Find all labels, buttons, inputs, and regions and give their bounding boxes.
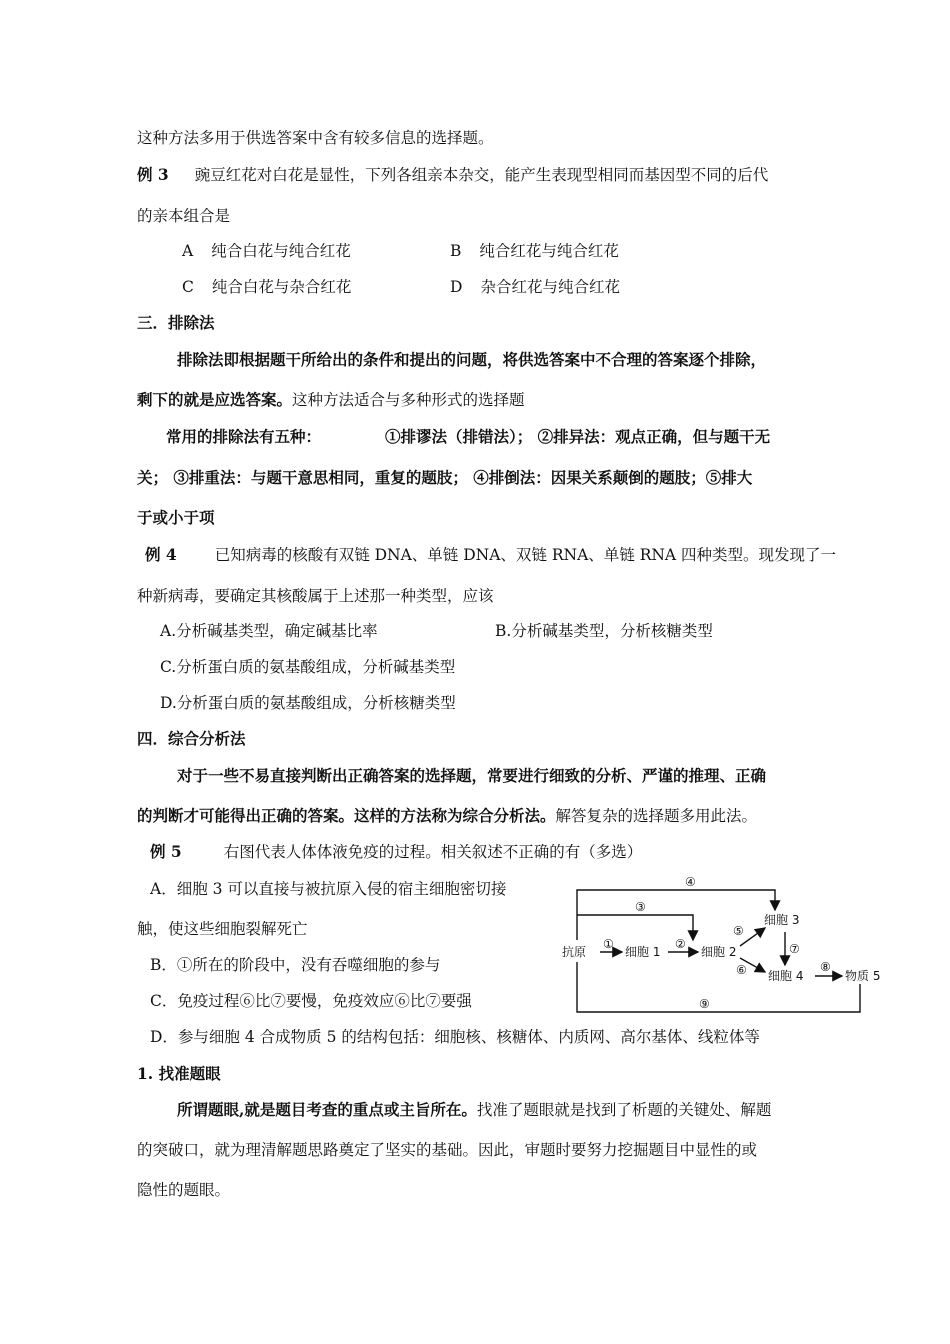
node-cell-1: 细胞 1 — [625, 945, 661, 959]
section-3-methods-1-2: ①排谬法（排错法）； ②排异法：观点正确，但与题干无 — [385, 427, 771, 446]
option-letter: C — [182, 278, 194, 296]
section-4-para2-normal: 解答复杂的选择题多用此法。 — [555, 807, 758, 825]
example-4-stem — [145, 545, 836, 565]
label-1: ① — [603, 937, 614, 951]
section-1-para1-bold: 所谓题眼,就是题目考查的重点或主旨所在。 — [177, 1100, 477, 1119]
section-3-para2-normal: 这种方法适合与多种形式的选择题 — [292, 391, 525, 409]
example-5-stem — [150, 842, 642, 862]
section-4-para1: 对于一些不易直接判断出正确答案的选择题，常要进行细致的分析、严谨的推理、正确 — [177, 766, 767, 785]
label-2: ② — [675, 937, 686, 951]
section-3-methods-end: 于或小于项 — [137, 508, 215, 527]
example-5-option-a-line1: A．细胞 3 可以直接与被抗原入侵的宿主细胞密切接 — [150, 880, 507, 898]
section-1-para3: 隐性的题眼。 — [137, 1181, 231, 1199]
option-text: 杂合红花与纯合红花 — [480, 278, 620, 296]
example-4-option-c: C.分析蛋白质的氨基酸组成，分析碱基类型 — [160, 658, 456, 676]
example-5-option-c: C．免疫过程⑥比⑦要慢，免疫效应⑥比⑦要强 — [150, 992, 472, 1010]
section-1-heading: 1. 找准题眼 — [137, 1064, 221, 1083]
section-1-para1 — [177, 1100, 771, 1120]
option-letter: D — [450, 278, 463, 296]
example-5-option-b: B．①所在的阶段中，没有吞噬细胞的参与 — [150, 956, 441, 974]
example-4-stem-line2: 种新病毒，要确定其核酸属于上述那一种类型，应该 — [137, 587, 494, 605]
section-3-methods-3-5: 关； ③排重法：与题干意思相同，重复的题肢； ④排倒法：因果关系颠倒的题肢；⑤排大 — [137, 468, 753, 487]
section-1-para1-normal: 找准了题眼就是找到了析题的关键处、解题 — [476, 1101, 772, 1119]
example-4-stem-line1: 已知病毒的核酸有双链 DNA、单链 DNA、双链 RNA、单链 RNA 四种类型。现发现了一 — [214, 546, 837, 564]
node-cell-3: 细胞 3 — [764, 913, 800, 927]
example-4-option-d: D.分析蛋白质的氨基酸组成，分析核糖类型 — [160, 694, 456, 712]
section-3-methods-intro: 常用的排除法有五种： — [166, 427, 322, 446]
label-7: ⑦ — [789, 942, 800, 956]
example-3-option-a — [182, 241, 351, 261]
option-letter: A — [182, 242, 194, 260]
node-cell-4: 细胞 4 — [768, 969, 804, 983]
label-3: ③ — [635, 900, 646, 914]
example-4-option-a: A.分析碱基类型，确定碱基比率 — [160, 622, 378, 640]
label-4: ④ — [685, 875, 696, 889]
option-text: 纯合白花与纯合红花 — [211, 242, 351, 260]
example-5-option-a-line2: 触，使这些细胞裂解死亡 — [137, 920, 308, 938]
option-text: 纯合红花与纯合红花 — [479, 242, 619, 260]
section-3-para2-bold: 剩下的就是应选答案。 — [137, 390, 293, 409]
example-4-option-b: B.分析碱基类型，分析核糖类型 — [495, 622, 713, 640]
section-4-para2-bold: 的判断才可能得出正确的答案。这样的方法称为综合分析法。 — [137, 806, 556, 825]
intro-line: 这种方法多用于供选答案中含有较多信息的选择题。 — [137, 129, 494, 147]
humoral-immunity-diagram — [560, 872, 900, 1022]
example-4-label: 例 4 — [145, 545, 177, 564]
example-5-option-d: D．参与细胞 4 合成物质 5 的结构包括：细胞核、核糖体、内质网、高尔基体、线粒体等 — [150, 1028, 760, 1046]
section-1-para2: 的突破口，就为理清解题思路奠定了坚实的基础。因此，审题时要努力挖掘题目中显性的或 — [137, 1141, 758, 1159]
section-3-para1: 排除法即根据题干所给出的条件和提出的问题，将供选答案中不合理的答案逐个排除， — [177, 350, 767, 369]
arrow-9 — [577, 962, 860, 1012]
label-8: ⑧ — [820, 960, 831, 974]
section-4-para2 — [137, 806, 757, 826]
node-antigen: 抗原 — [562, 945, 587, 959]
example-3-option-d — [450, 277, 620, 297]
label-5: ⑤ — [733, 924, 744, 938]
example-5-stem-text: 右图代表人体体液免疫的过程。相关叙述不正确的有（多选） — [223, 843, 643, 861]
node-cell-2: 细胞 2 — [701, 945, 737, 959]
option-text: 纯合白花与杂合红花 — [211, 278, 352, 296]
example-3-option-c — [182, 277, 351, 297]
node-substance-5: 物质 5 — [845, 969, 881, 983]
example-3-label: 例 3 — [137, 165, 169, 184]
example-3-stem-line1: 豌豆红花对白花是显性，下列各组亲本杂交，能产生表现型相同而基因型不同的后代 — [194, 166, 769, 184]
option-letter: B — [450, 242, 462, 260]
example-3-option-b — [450, 241, 619, 261]
example-3-stem-line2: 的亲本组合是 — [137, 207, 231, 225]
section-4-heading: 四．综合分析法 — [137, 729, 246, 748]
section-3-para2 — [137, 390, 525, 410]
label-6: ⑥ — [736, 963, 747, 977]
example-3-stem — [137, 165, 768, 185]
section-3-heading: 三．排除法 — [137, 313, 215, 332]
example-5-label: 例 5 — [150, 842, 182, 861]
label-9: ⑨ — [699, 997, 710, 1011]
